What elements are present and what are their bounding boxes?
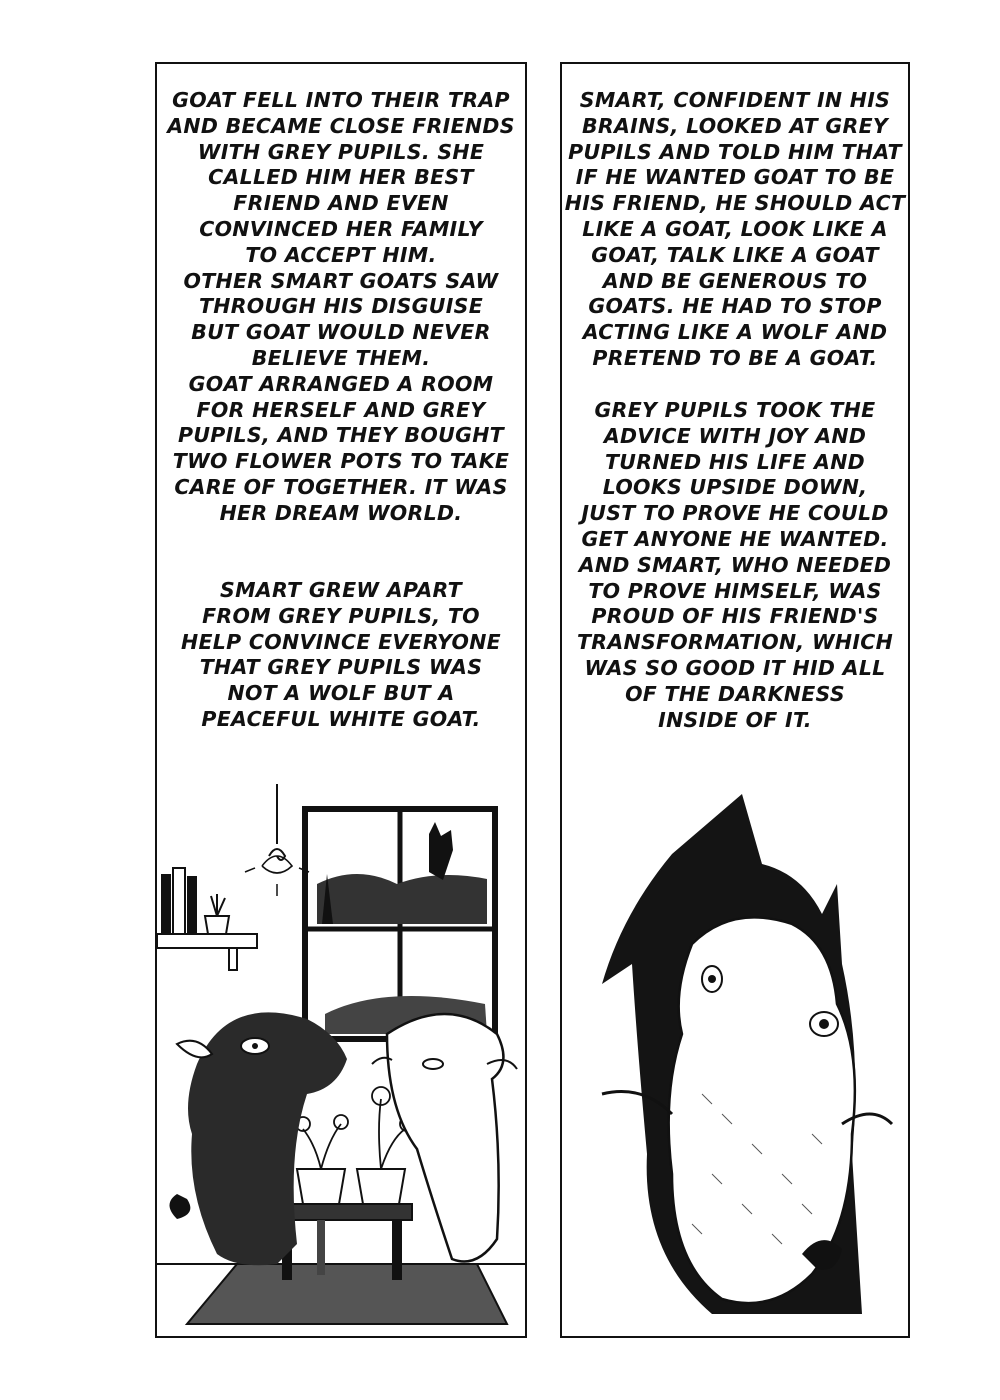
caption-line: PUPILS AND TOLD HIM THAT [568,139,902,164]
caption-line: THROUGH HIS DISGUISE [198,294,484,319]
caption-paragraph [157,578,525,733]
caption-line: HER DREAM WORLD. [219,500,463,525]
caption-line: GOAT FELL INTO THEIR TRAP [172,88,510,112]
window [305,809,495,1039]
caption-line: AND BE GENEROUS TO [602,268,868,293]
caption-paragraph [157,88,525,527]
caption-line: PUPILS, AND THEY BOUGHT [178,423,504,448]
goat-with-wolf-shadow-illustration [562,794,908,1336]
caption-line: CONVINCED HER FAMILY [199,216,483,241]
caption-line: OF THE DARKNESS [625,681,845,706]
caption-line: GOATS. HE HAD TO STOP [588,294,882,319]
caption-line: SMART GREW APART [220,578,462,602]
caption-line: FOR HERSELF AND GREY [196,397,486,422]
comic-panel-left [155,62,527,1338]
caption-line: PRETEND TO BE A GOAT. [592,345,878,370]
caption-line: PEACEFUL WHITE GOAT. [201,706,481,731]
caption-line: TRANSFORMATION, WHICH [576,630,894,655]
caption-line: TWO FLOWER POTS TO TAKE [172,449,510,474]
rug [187,1264,507,1324]
caption-line: GET ANYONE HE WANTED. [581,526,889,551]
caption-line: GOAT ARRANGED A ROOM [188,371,494,396]
caption-line: ADVICE WITH JOY AND [603,423,867,448]
caption-line: GOAT, TALK LIKE A GOAT [591,242,879,267]
caption-line: LOOKS UPSIDE DOWN, [602,475,868,500]
caption-line: FRIEND AND EVEN [233,191,449,216]
caption-line: WITH GREY PUPILS. SHE [197,139,485,164]
caption-line: NOT A WOLF BUT A [227,681,455,706]
caption-line: CALLED HIM HER BEST [208,165,474,190]
caption-line: TO ACCEPT HIM. [245,242,437,267]
caption-line: JUST TO PROVE HE COULD [581,501,889,526]
caption-line: HIS FRIEND, HE SHOULD ACT [564,191,906,216]
caption-line: FROM GREY PUPILS, TO [202,603,480,628]
hanging-lamp [245,784,309,896]
caption-line: INSIDE OF IT. [658,707,812,732]
caption-line: PROUD OF HIS FRIEND'S [591,604,879,629]
caption-line: IF HE WANTED GOAT TO BE [575,165,895,190]
caption-line: THAT GREY PUPILS WAS [199,655,483,680]
caption-line: TURNED HIS LIFE AND [605,449,865,474]
caption-line: CARE OF TOGETHER. IT WAS [174,474,508,499]
pupil [708,975,716,983]
caption-line: OTHER SMART GOATS SAW [183,268,499,293]
caption-line: TO PROVE HIMSELF, WAS [588,578,882,603]
caption-line: BRAINS, LOOKED AT GREY [581,113,889,138]
bookshelf [157,868,257,970]
caption-line: BELIEVE THEM. [251,345,431,370]
caption-paragraph [562,88,908,372]
caption-line: LIKE A GOAT, LOOK LIKE A [582,216,888,241]
caption-line: HELP CONVINCE EVERYONE [181,629,501,654]
caption-line: BUT GOAT WOULD NEVER [191,320,491,345]
caption-line: GREY PUPILS TOOK THE [594,398,876,422]
comic-panel-right [560,62,910,1338]
caption-line: ACTING LIKE A WOLF AND [582,320,888,345]
caption-paragraph [562,398,908,733]
caption-line: WAS SO GOOD IT HID ALL [584,655,886,680]
caption-line: SMART, CONFIDENT IN HIS [579,88,891,112]
pupil [819,1019,829,1029]
goats-in-room-illustration [157,764,525,1336]
caption-line: AND SMART, WHO NEEDED [578,552,892,577]
caption-line: AND BECAME CLOSE FRIENDS [167,113,515,138]
